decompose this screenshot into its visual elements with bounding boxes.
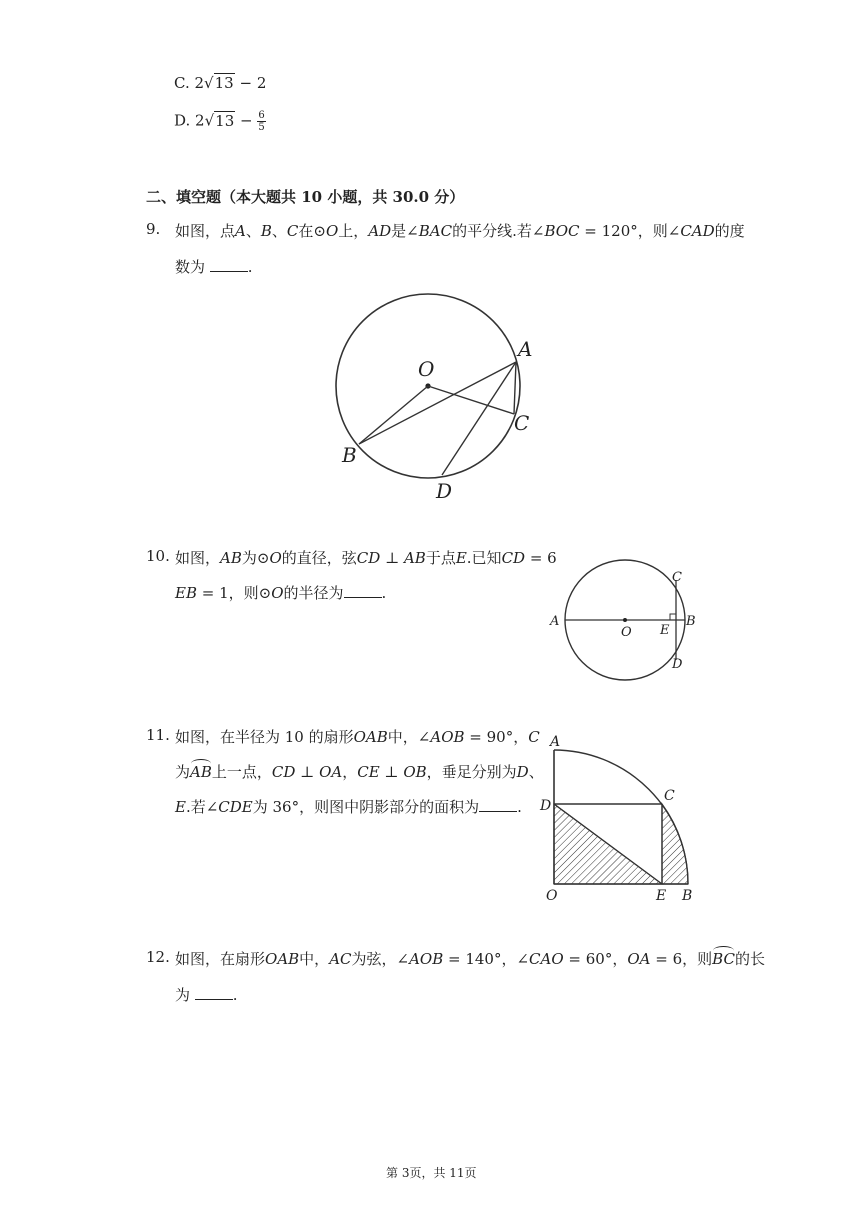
- option-c-coef: 2: [194, 74, 205, 92]
- q11-line1: 如图，在半径为 10 的扇形OAB中，∠AOB = 90°，C: [175, 728, 540, 746]
- q10-label-o: O: [621, 625, 632, 640]
- q11-line2: 为AB上一点，CD ⊥ OA，CE ⊥ OB，垂足分别为D、: [175, 763, 544, 781]
- q9-ab: [359, 362, 516, 444]
- q11-figure: [536, 728, 706, 904]
- option-c-tail: − 2: [239, 74, 267, 92]
- q9-ac: [514, 362, 516, 414]
- q11-label-e: E: [656, 888, 667, 904]
- q10-label-d: D: [672, 657, 683, 672]
- option-c-radicand: 13: [214, 74, 234, 92]
- q10-number: 10.: [146, 547, 170, 565]
- q9-oc: [428, 386, 514, 414]
- option-c: [174, 74, 266, 92]
- option-d-radicand: 13: [215, 111, 235, 130]
- q12-line1: 如图，在扇形OAB中，AC为弦，∠AOB = 140°，∠CAO = 60°，OA = 6，则BC的长: [175, 950, 765, 968]
- q9-label-d: D: [436, 479, 453, 503]
- q12-number: 12.: [146, 948, 170, 966]
- answer-blank: [210, 257, 248, 272]
- option-d-fraction: $\frac{6}{5}$: [258, 110, 265, 133]
- q9-number: 9.: [146, 220, 161, 238]
- answer-blank: [479, 797, 517, 812]
- option-d-minus: −: [240, 111, 253, 130]
- answer-blank: [195, 985, 233, 1000]
- q11-label-c: C: [664, 788, 675, 804]
- q10-label-c: C: [672, 570, 682, 585]
- q11-label-a: A: [550, 734, 561, 750]
- option-d-label: D.: [174, 111, 191, 130]
- page-footer: 第 3页，共 11页: [386, 1166, 477, 1180]
- option-c-label: C.: [174, 74, 190, 92]
- q11-label-b: B: [682, 888, 693, 904]
- sqrt-sign: √: [204, 111, 215, 130]
- q10-line2: EB = 1，则⊙O的半径为 .: [175, 584, 387, 602]
- q10-label-e: E: [660, 623, 670, 638]
- q9-figure: [330, 292, 540, 508]
- q9-ob: [359, 386, 428, 444]
- q12-line2: 为 .: [175, 986, 238, 1004]
- option-d-coef: 2: [195, 111, 205, 130]
- q9-ad: [442, 362, 516, 475]
- q10-label-a: A: [550, 614, 560, 629]
- q11-label-d: D: [540, 798, 552, 814]
- q10-center-dot: [623, 618, 627, 622]
- q9-label-a: A: [518, 337, 533, 361]
- option-d: [174, 110, 266, 133]
- answer-blank: [344, 583, 382, 598]
- q11-shaded-arc-region: [662, 804, 688, 884]
- q10-line1: 如图，AB为⊙O的直径，弦CD ⊥ AB于点E.已知CD = 6: [175, 549, 557, 567]
- q11-label-o: O: [546, 888, 558, 904]
- q11-line3: E.若∠CDE为 36°，则图中阴影部分的面积为 .: [175, 798, 522, 816]
- section-title: 二、填空题（本大题共 10 小题，共 30.0 分）: [146, 188, 465, 206]
- q10-right-angle: [670, 614, 676, 620]
- q10-label-b: B: [686, 614, 696, 629]
- q9-line2: 数为 .: [175, 258, 253, 276]
- q9-label-c: C: [514, 411, 530, 435]
- q10-figure: [546, 556, 706, 682]
- q9-label-o: O: [418, 357, 435, 381]
- sqrt-sign: √: [204, 74, 214, 92]
- q9-label-b: B: [342, 443, 357, 467]
- q9-line1: 如图，点A、B、C在⊙O上，AD是∠BAC的平分线.若∠BOC = 120°，则∠CAD的度: [175, 222, 745, 240]
- q11-number: 11.: [146, 726, 170, 744]
